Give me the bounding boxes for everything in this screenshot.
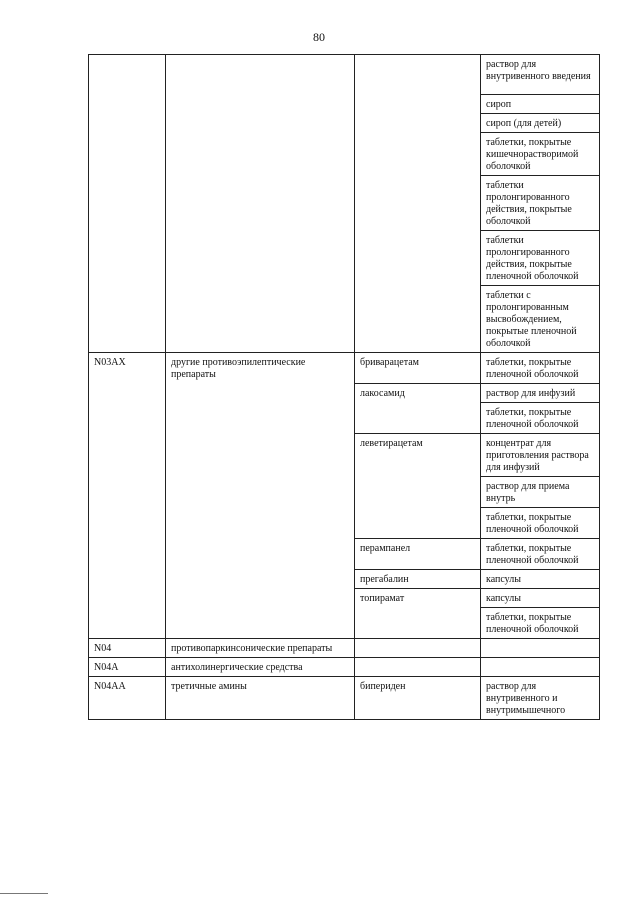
dosage-form-cell [481, 639, 600, 658]
group-cell: третичные амины [166, 677, 355, 720]
table-row [89, 55, 600, 95]
dosage-form-cell [481, 658, 600, 677]
dosage-form-cell: таблетки, покрытые пленочной оболочкой [481, 353, 600, 384]
drug-cell [355, 639, 481, 658]
page-number: 80 [313, 30, 325, 44]
dosage-form-cell: таблетки пролонгированного действия, покрытые оболочкой [481, 176, 600, 231]
dosage-form-cell: таблетки с пролонгированным высвобождением, покрытые пленочной оболочкой [481, 286, 600, 353]
dosage-form-cell: капсулы [481, 589, 600, 608]
drug-cell: бипериден [355, 677, 481, 720]
group-cell [166, 55, 355, 353]
atc-code-cell: N03AX [89, 353, 166, 639]
dosage-form-cell: раствор для внутривенного введения [481, 55, 600, 95]
dosage-form-cell: сироп (для детей) [481, 114, 600, 133]
table-row [89, 639, 600, 658]
group-cell: противопаркинсонические препараты [166, 639, 355, 658]
drug-cell: леветирацетам [355, 434, 481, 539]
atc-code-cell [89, 55, 166, 353]
drug-cell: бриварацетам [355, 353, 481, 384]
dosage-form-cell: раствор для приема внутрь [481, 477, 600, 508]
dosage-form-cell: капсулы [481, 570, 600, 589]
table-row [89, 658, 600, 677]
atc-code-cell: N04A [89, 658, 166, 677]
dosage-form-cell: таблетки, покрытые пленочной оболочкой [481, 403, 600, 434]
dosage-form-cell: таблетки, покрытые пленочной оболочкой [481, 539, 600, 570]
dosage-form-cell: раствор для инфузий [481, 384, 600, 403]
atc-code-cell: N04 [89, 639, 166, 658]
drug-cell: топирамат [355, 589, 481, 639]
dosage-form-cell: сироп [481, 95, 600, 114]
atc-code-cell: N04AA [89, 677, 166, 720]
dosage-form-cell: концентрат для приготовления раствора для инфузий [481, 434, 600, 477]
drug-cell: лакосамид [355, 384, 481, 434]
drug-cell [355, 658, 481, 677]
dosage-form-cell: таблетки, покрытые пленочной оболочкой [481, 608, 600, 639]
drug-cell: перампанел [355, 539, 481, 570]
dosage-form-cell: таблетки пролонгированного действия, покрытые пленочной оболочкой [481, 231, 600, 286]
drug-cell: прегабалин [355, 570, 481, 589]
dosage-form-cell: таблетки, покрытые пленочной оболочкой [481, 508, 600, 539]
drug-cell [355, 55, 481, 353]
dosage-form-cell: раствор для внутривенного и внутримышечного [481, 677, 600, 720]
table-row [89, 353, 600, 384]
group-cell: антихолинергические средства [166, 658, 355, 677]
dosage-form-cell: таблетки, покрытые кишечнорастворимой оболочкой [481, 133, 600, 176]
medication-table [88, 54, 600, 720]
group-cell: другие противоэпилептические препараты [166, 353, 355, 639]
table-row [89, 677, 600, 720]
page-edge-line [0, 893, 48, 894]
